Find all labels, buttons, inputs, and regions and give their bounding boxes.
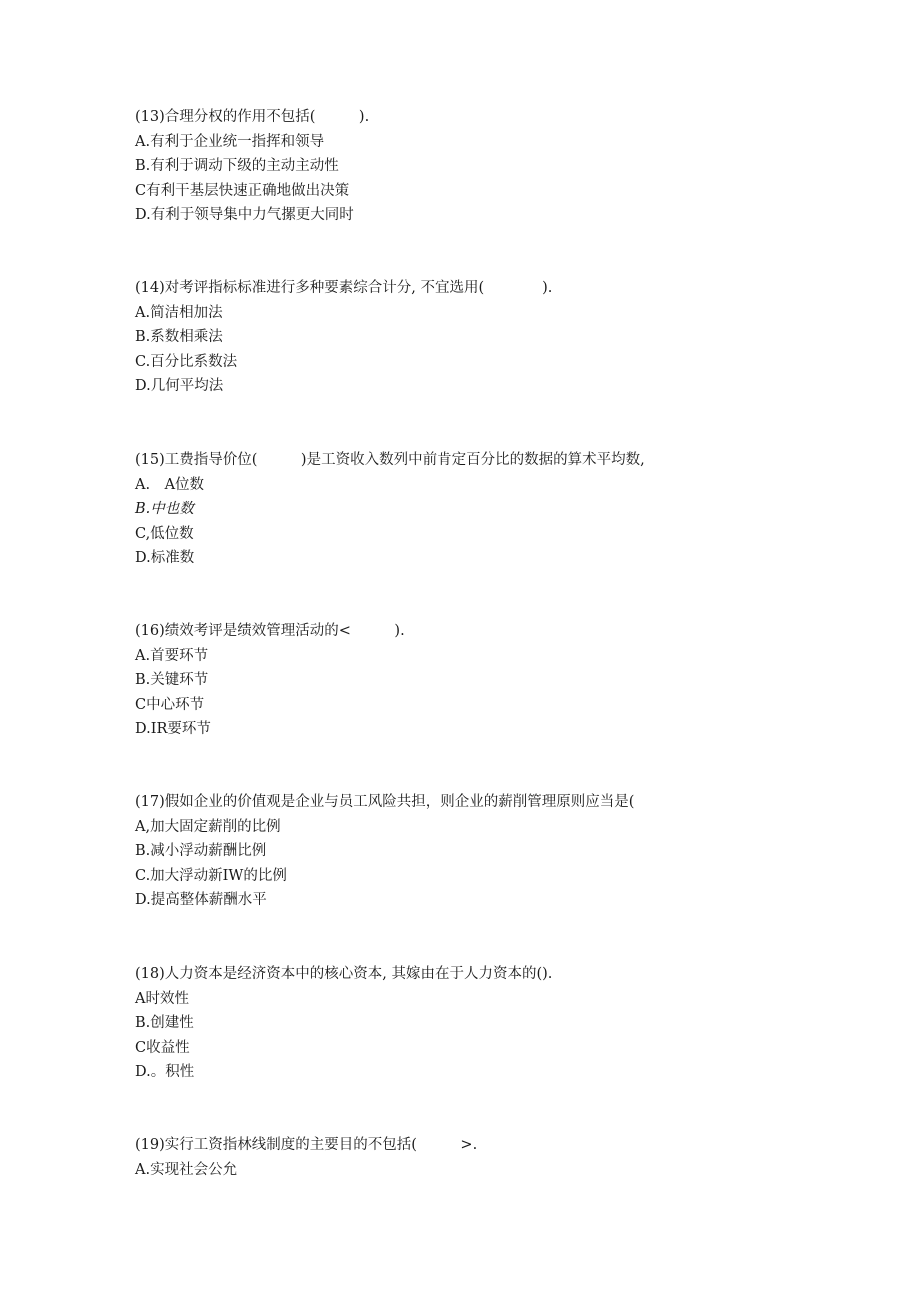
question-stem: (17)假如企业的价值观是企业与员工风险共担，则企业的薪削管理原则应当是( xyxy=(135,794,635,810)
option-a: A. A位数 xyxy=(135,476,205,493)
option-c: C收益性 xyxy=(135,1039,190,1056)
option-b: B.中也数 xyxy=(135,501,194,517)
option-d: D.有利于领导集中力气摞更大同时 xyxy=(135,207,354,223)
question-15 xyxy=(135,448,835,571)
question-13 xyxy=(135,105,835,228)
option-b: B.系数相乘法 xyxy=(135,329,223,345)
option-a: A,加大固定薪削的比例 xyxy=(135,818,281,835)
question-stem: (15)工费指导价位( )是工资收入数列中前肯定百分比的数据的算术平均数, xyxy=(135,452,645,468)
option-a: A.有利于企业统一指挥和领导 xyxy=(135,133,325,150)
question-stem: (18)人力资本是经济资本中的核心资本, 其嫁由在于人力资本的(). xyxy=(135,966,553,982)
question-stem: (13)合理分权的作用不包括( ). xyxy=(135,109,370,125)
option-d: D.。积性 xyxy=(135,1064,195,1080)
question-stem: (19)实行工资指林线制度的主要目的不包括( >. xyxy=(135,1137,478,1153)
option-c: C,低位数 xyxy=(135,525,194,542)
question-19 xyxy=(135,1133,835,1182)
question-14 xyxy=(135,276,835,399)
option-b: B.减小浮动薪酬比例 xyxy=(135,843,267,859)
option-b: B.关键环节 xyxy=(135,672,209,688)
option-b: B.创建性 xyxy=(135,1015,194,1031)
option-a: A.首要环节 xyxy=(135,647,209,664)
option-d: D.标准数 xyxy=(135,550,195,566)
option-b: B.有利于调动下级的主动主动性 xyxy=(135,158,339,174)
option-a: A.简洁相加法 xyxy=(135,304,223,321)
question-18 xyxy=(135,962,835,1085)
option-c: C有利干基层快速正确地做出决策 xyxy=(135,182,350,199)
option-d: D.几何平均法 xyxy=(135,378,224,394)
option-c: C中心环节 xyxy=(135,696,205,713)
option-a: A时效性 xyxy=(135,990,189,1007)
option-c: C.百分比系数法 xyxy=(135,353,238,370)
option-d: D.提高整体薪酬水平 xyxy=(135,892,267,908)
question-16 xyxy=(135,619,835,742)
question-stem: (16)绩效考评是绩效管理活动的< ). xyxy=(135,623,405,639)
question-stem: (14)对考评指标标准进行多种要素综合计分, 不宜选用( ). xyxy=(135,280,553,296)
question-17 xyxy=(135,790,835,913)
option-a: A.实现社会公允 xyxy=(135,1161,238,1178)
option-c: C.加大浮动新IW的比例 xyxy=(135,867,287,884)
option-d: D.IR要环节 xyxy=(135,721,211,737)
